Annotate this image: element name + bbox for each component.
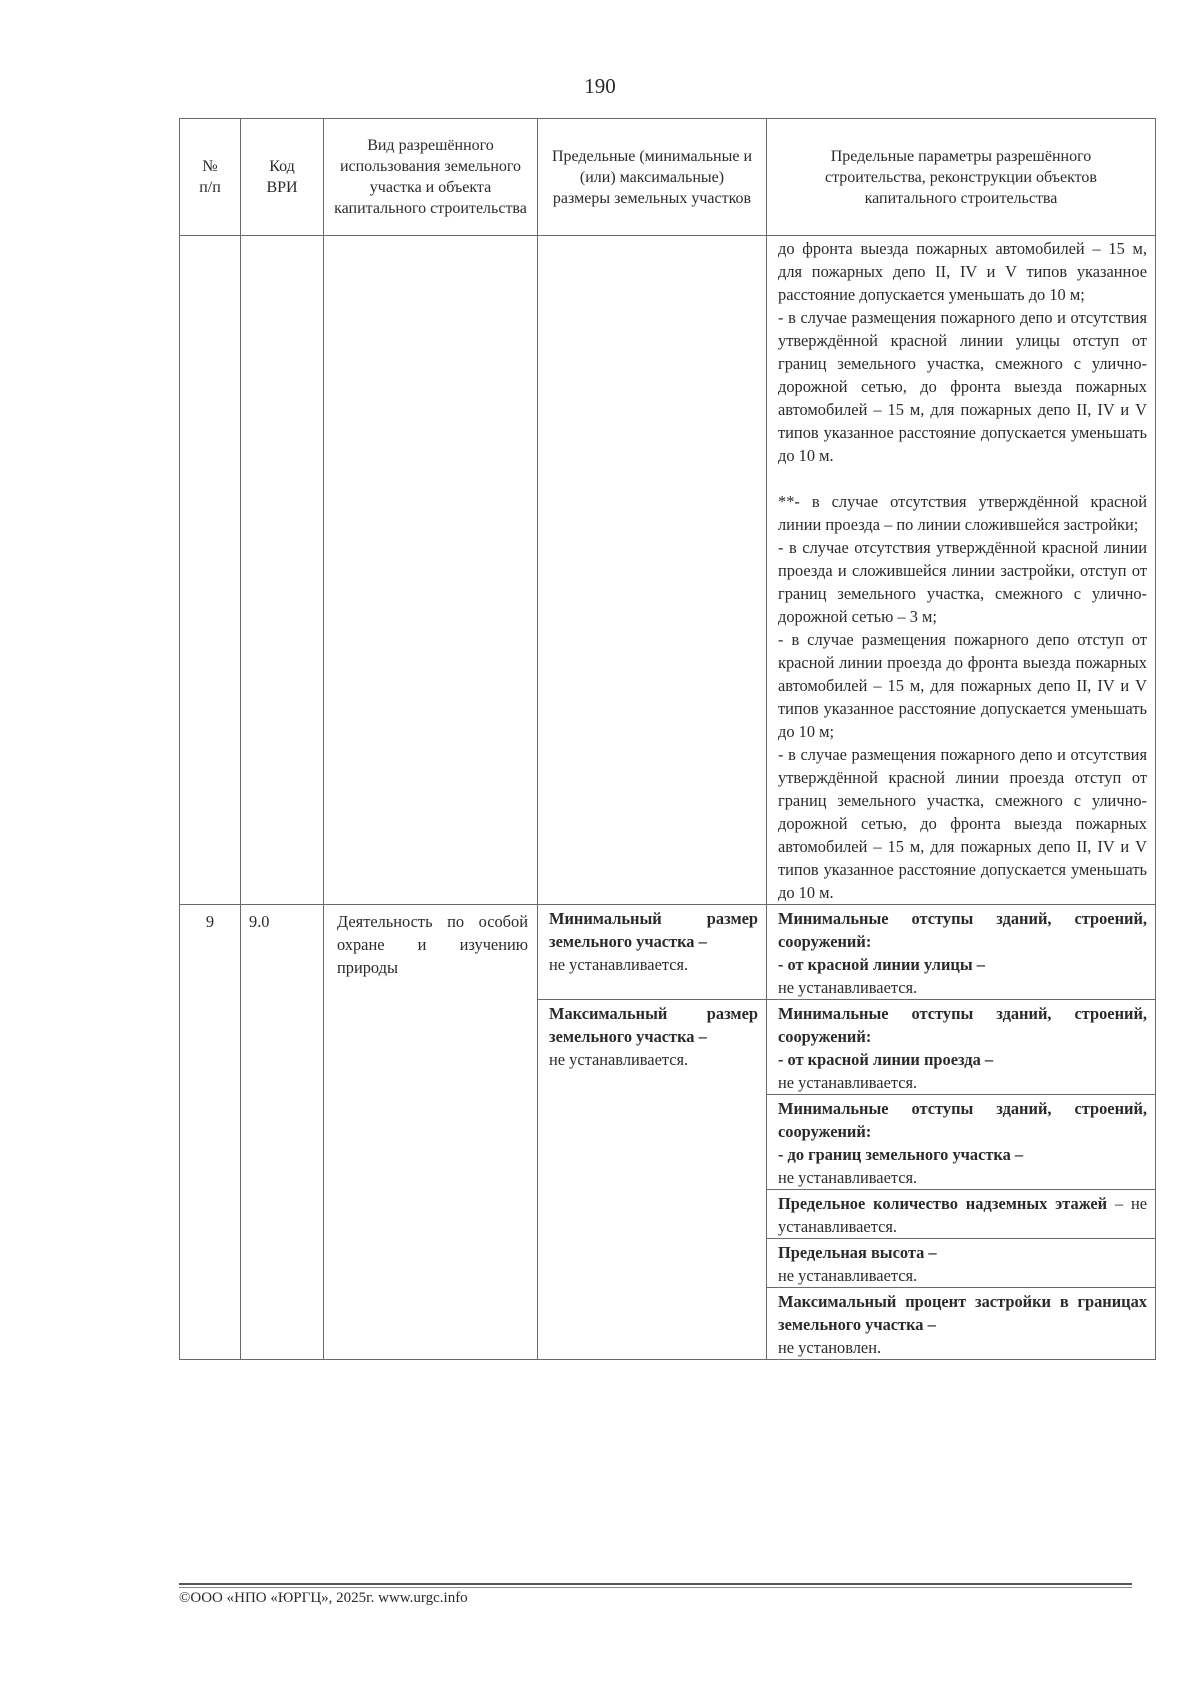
regulations-table	[179, 118, 1156, 1360]
table-row-continuation	[180, 236, 1156, 905]
cell-param-plot-boundary: Минимальные отступы зданий, строений, сооружений: - до границ земельного участка – не устанавливается.	[767, 1095, 1156, 1190]
cell-row-number: 9	[180, 905, 241, 1360]
param-paragraph: до фронта выезда пожарных автомобилей – 15 м, для пожарных депо II, IV и V типов указанное расстояние допускается уменьшать до 10 м;	[778, 239, 1147, 304]
param-paragraph: - в случае отсутствия утверждённой красной линии проезда и сложившейся линии застройки, отступ от границ земельного участка, смежного с улично-дорожной сетью – 3 м;	[778, 538, 1147, 626]
cell-empty-kind	[324, 236, 538, 905]
param-paragraph: - в случае размещения пожарного депо отступ от красной линии проезда до фронта выезда пожарных автомобилей – 15 м, для пожарных депо II, IV и V типов указанное расстояние допускается уменьшать до 10 м;	[778, 630, 1147, 741]
footer-divider	[179, 1583, 1132, 1585]
cell-max-size: Максимальный размер земельного участка – не устанавливается.	[538, 1000, 767, 1360]
table-header-row	[180, 119, 1156, 236]
param-paragraph: **- в случае отсутствия утверждённой красной линии проезда – по линии сложившейся застройки;	[778, 492, 1147, 534]
cell-min-size: Минимальный размер земельного участка – не устанавливается.	[538, 905, 767, 1000]
table-row-9-a	[180, 905, 1156, 1000]
footer-copyright: ©ООО «НПО «ЮРГЦ», 2025г. www.urgc.info	[179, 1590, 468, 1606]
footer-divider-thin	[179, 1587, 1132, 1588]
header-kind: Вид разрешённого использования земельного участка и объекта капитального строительства	[324, 119, 538, 236]
param-paragraph: - в случае размещения пожарного депо и отсутствия утверждённой красной линии проезда отступ от границ земельного участка, смежного с улично-дорожной сетью, до фронта выезда пожарных автомобилей – 15 м, для пожарных депо II, IV и V типов указанное расстояние допускается уменьшать до 10 м.	[778, 745, 1147, 902]
cell-param-red-line-passage: Минимальные отступы зданий, строений, сооружений: - от красной линии проезда – не устанавливается.	[767, 1000, 1156, 1095]
cell-param-red-line-street: Минимальные отступы зданий, строений, сооружений: - от красной линии улицы – не устанавливается.	[767, 905, 1156, 1000]
cell-param-height: Предельная высота – не устанавливается.	[767, 1239, 1156, 1288]
cell-vri-code: 9.0	[241, 905, 324, 1360]
header-no: № п/п	[180, 119, 241, 236]
header-code: Код ВРИ	[241, 119, 324, 236]
cell-empty-code	[241, 236, 324, 905]
cell-param-build-percent: Максимальный процент застройки в границах земельного участка – не установлен.	[767, 1288, 1156, 1360]
cell-empty-no	[180, 236, 241, 905]
param-paragraph: - в случае размещения пожарного депо и отсутствия утверждённой красной линии улицы отступ от границ земельного участка, смежного с улично-дорожной сетью, до фронта выезда пожарных автомобилей – 15 м, для пожарных депо II, IV и V типов указанное расстояние допускается уменьшать до 10 м.	[778, 308, 1147, 465]
header-params: Предельные параметры разрешённого строительства, реконструкции объектов капитального строительства	[767, 119, 1156, 236]
cell-usage-kind: Деятельность по особой охране и изучению природы	[324, 905, 538, 1360]
page-number: 190	[584, 74, 616, 98]
cell-params-continuation	[767, 236, 1156, 905]
cell-empty-sizes	[538, 236, 767, 905]
header-sizes: Предельные (минимальные и (или) максимальные) размеры земельных участков	[538, 119, 767, 236]
cell-param-floors: Предельное количество надземных этажей – не устанавливается.	[767, 1190, 1156, 1239]
